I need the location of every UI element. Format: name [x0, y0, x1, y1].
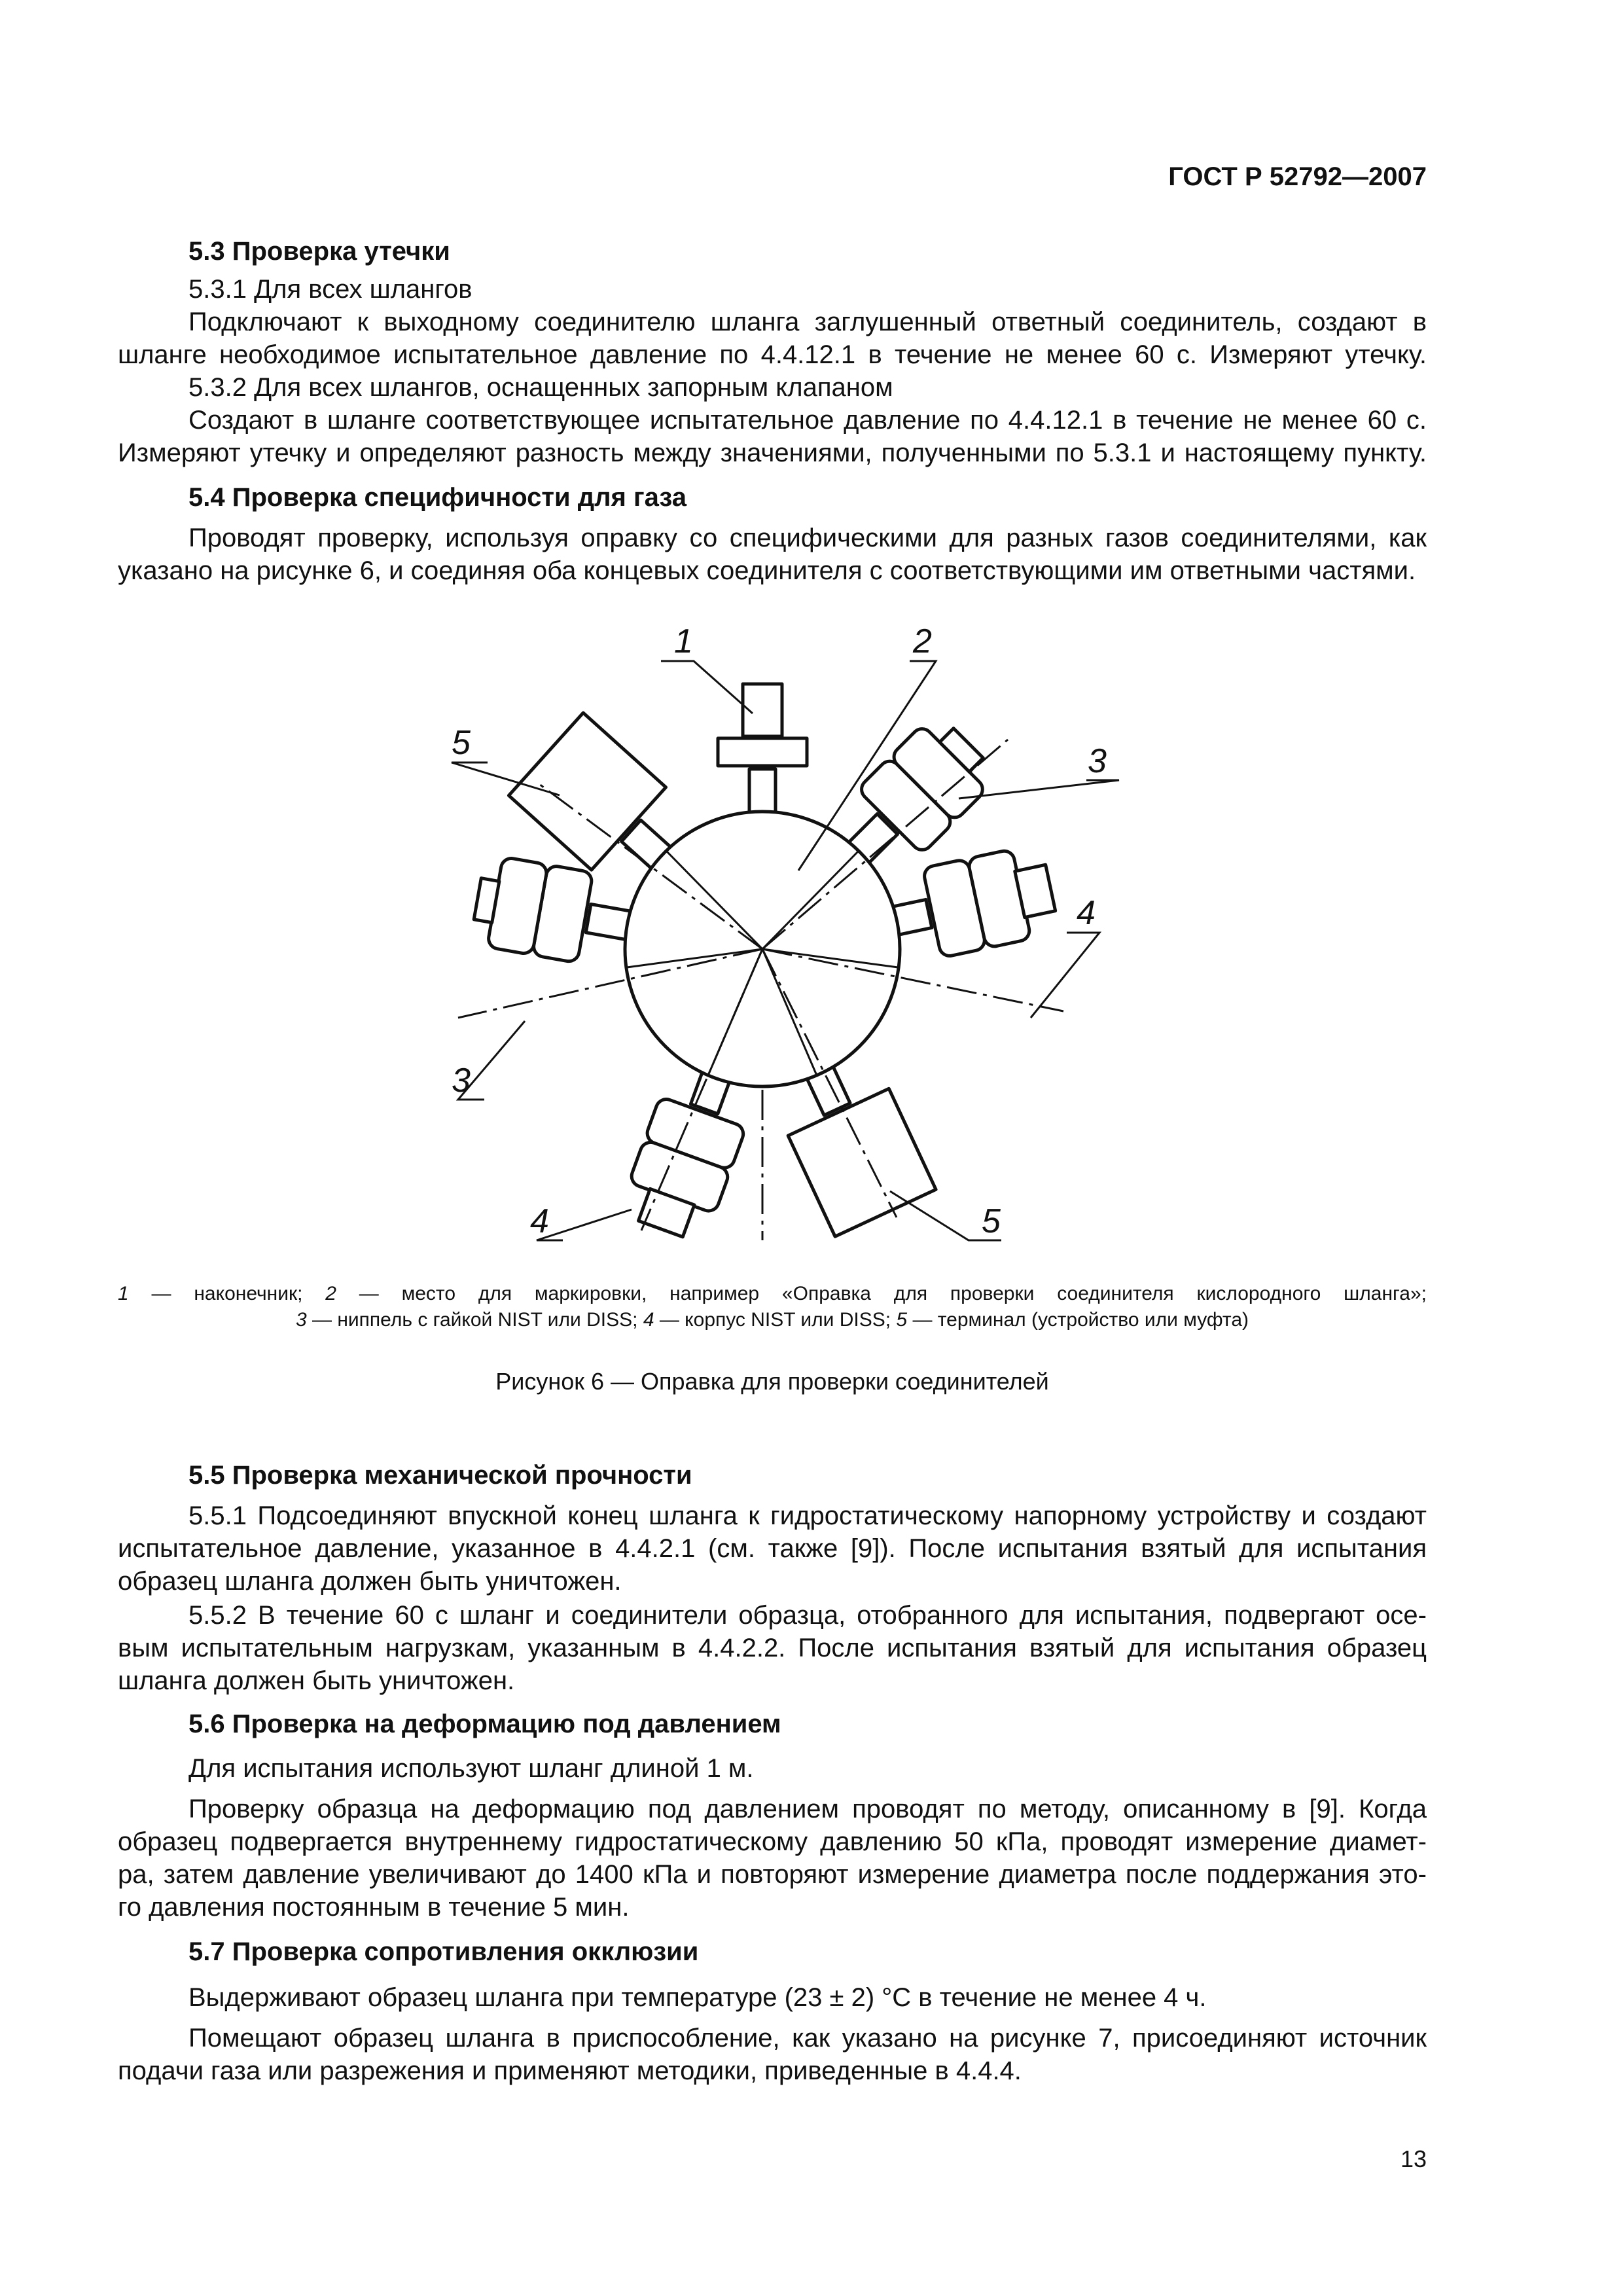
clause-5-3-2-title: 5.3.2 Для всех шлангов, оснащенных запорным клапаном	[188, 373, 893, 402]
clause-5-5-2-text-line: 5.5.2 В течение 60 с шланг и соединители образца, отобранного для испытания, подвергают осе-	[188, 1601, 1427, 1630]
callout-label: 4	[1077, 894, 1096, 932]
figure-6-caption: Рисунок 6 — Оправка для проверки соединителей	[495, 1368, 1049, 1395]
clause-5-3-1-text-line: шланге необходимое испытательное давление по 4.4.12.1 в течение не менее 60 с. Измеряют утечку.	[118, 340, 1427, 369]
callout-label: 3	[452, 1062, 471, 1100]
clause-5-3-2-text-line: Измеряют утечку и определяют разность между значениями, полученными по 5.3.1 и настоящему пункту.	[118, 439, 1427, 467]
section-5-7-text-line: Помещают образец шланга в приспособление, как указано на рисунке 7, присоединяют источник	[188, 2024, 1427, 2053]
callout-label: 5	[982, 1202, 1001, 1240]
callout-label: 1	[674, 622, 693, 660]
callout-label: 5	[452, 724, 471, 762]
clause-5-5-2-text-line: шланга должен быть уничтожен.	[118, 1666, 515, 1695]
callout-label: 4	[530, 1202, 549, 1240]
section-5-6-text-line: Для испытания используют шланг длиной 1 м.	[188, 1754, 754, 1783]
figure-6-legend-line: 1 — наконечник; 2 — место для маркировки, например «Оправка для проверки соединителя кислородного шланга»;	[118, 1283, 1427, 1304]
figure-6-legend-line: 3 — ниппель с гайкой NIST или DISS; 4 — корпус NIST или DISS; 5 — терминал (устройство или муфта)	[296, 1309, 1249, 1331]
section-5-6-text-line: ра, затем давление увеличивают до 1400 кПа и повторяют измерение диаметра после поддержания это-	[118, 1860, 1427, 1889]
document-standard-header: ГОСТ Р 52792—2007	[1168, 162, 1427, 191]
section-5-5-heading: 5.5 Проверка механической прочности	[188, 1461, 692, 1490]
section-5-6-heading: 5.6 Проверка на деформацию под давлением	[188, 1710, 781, 1738]
section-5-7-heading: 5.7 Проверка сопротивления окклюзии	[188, 1937, 699, 1966]
section-5-4-text-line: указано на рисунке 6, и соединяя оба концевых соединителя с соответствующими им ответными частями.	[118, 556, 1416, 585]
section-5-6-text-line: образец подвергается внутреннему гидростатическому давлению 50 кПа, проводят измерение диамет-	[118, 1827, 1427, 1856]
section-5-7-text-line: подачи газа или разрежения и применяют методики, приведенные в 4.4.4.	[118, 2056, 1022, 2085]
section-5-4-heading: 5.4 Проверка специфичности для газа	[188, 483, 687, 512]
page-number: 13	[1400, 2145, 1427, 2172]
clause-5-3-1-text-line: Подключают к выходному соединителю шланга заглушенный ответный соединитель, создают в	[188, 308, 1427, 336]
section-5-6-text-line: Проверку образца на деформацию под давлением проводят по методу, описанному в [9]. Когда	[188, 1795, 1427, 1823]
clause-5-5-1-text-line: испытательное давление, указанное в 4.4.2.1 (см. также [9]). После испытания взятый для испытания	[118, 1534, 1427, 1563]
callout-label: 2	[913, 622, 932, 660]
section-5-3-heading: 5.3 Проверка утечки	[188, 237, 450, 266]
section-5-4-text-line: Проводят проверку, используя оправку со специфическими для разных газов соединителями, как	[188, 524, 1427, 552]
section-5-6-text-line: го давления постоянным в течение 5 мин.	[118, 1893, 630, 1922]
clause-5-5-1-text-line: 5.5.1 Подсоединяют впускной конец шланга к гидростатическому напорному устройству и создают	[188, 1501, 1427, 1530]
clause-5-3-2-text-line: Создают в шланге соответствующее испытательное давление по 4.4.12.1 в течение не менее 60 с.	[188, 406, 1427, 435]
clause-5-3-1-title: 5.3.1 Для всех шлангов	[188, 275, 473, 304]
callout-label: 3	[1088, 742, 1107, 780]
section-5-7-text-line: Выдерживают образец шланга при температуре (23 ± 2) °С в течение не менее 4 ч.	[188, 1983, 1207, 2012]
clause-5-5-1-text-line: образец шланга должен быть уничтожен.	[118, 1567, 622, 1596]
clause-5-5-2-text-line: вым испытательным нагрузкам, указанным в 4.4.2.2. После испытания взятый для испытания образец	[118, 1634, 1427, 1662]
